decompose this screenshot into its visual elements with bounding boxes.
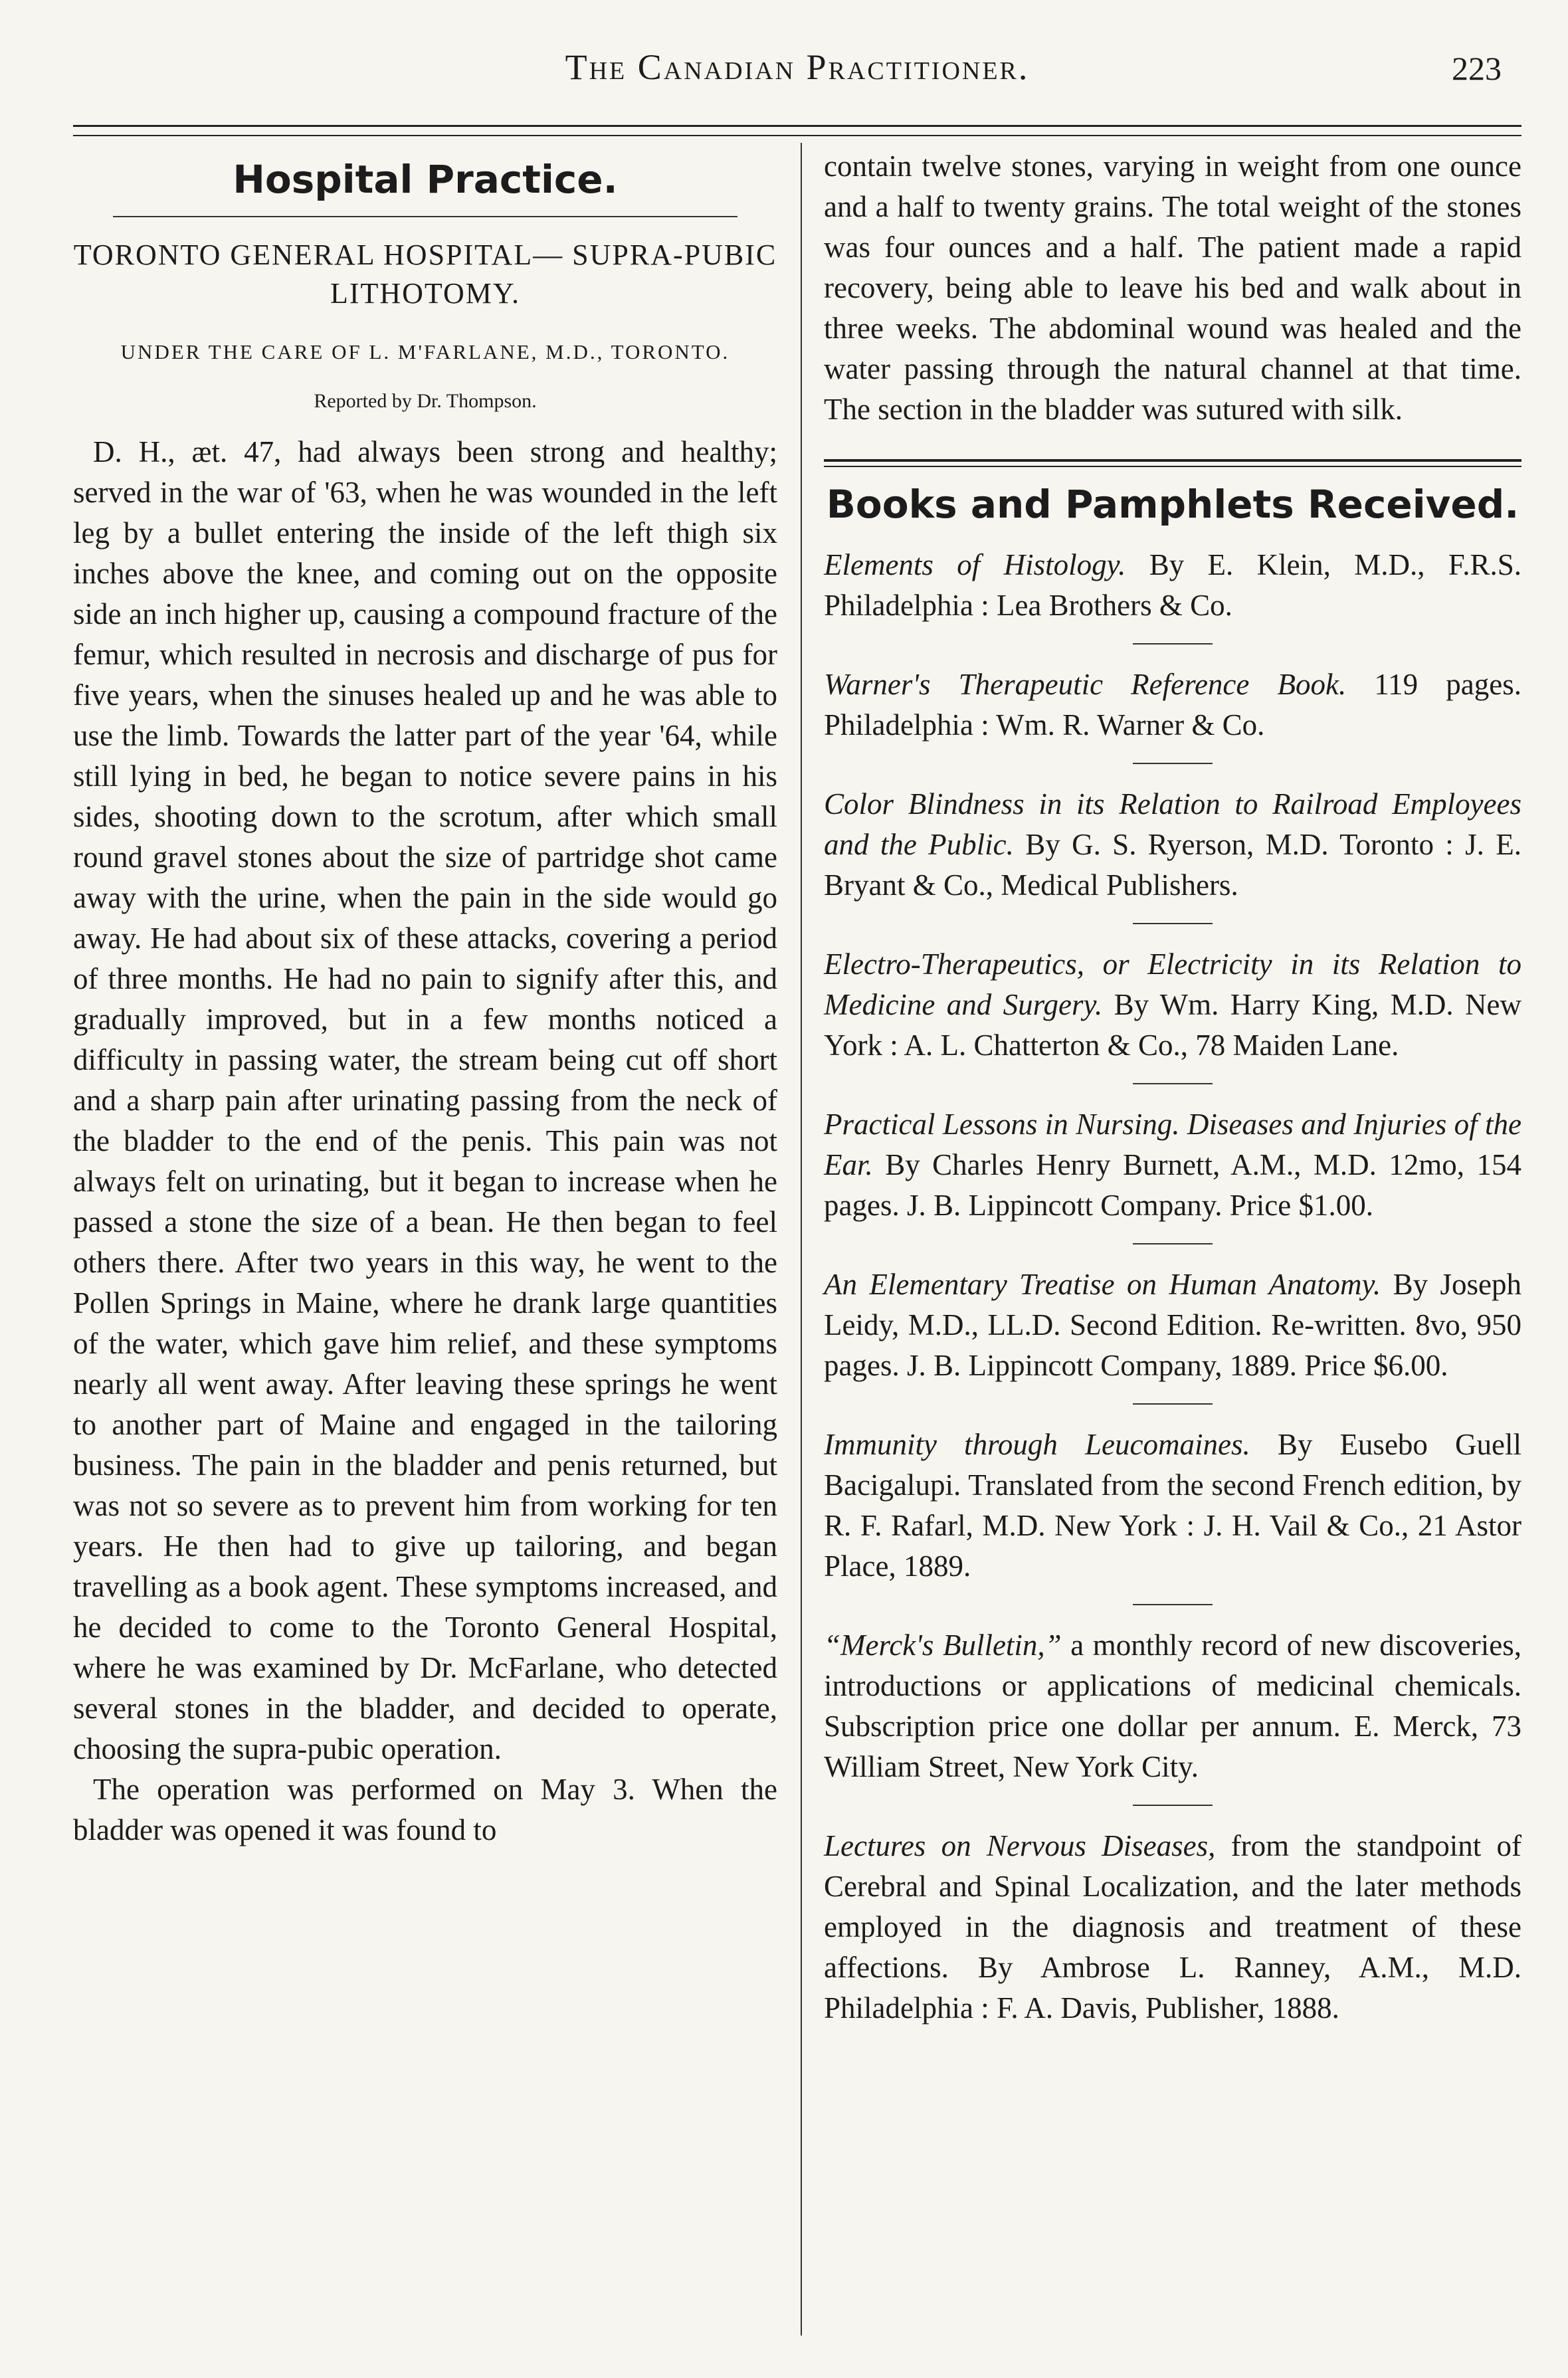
entry-separator: [1133, 763, 1213, 764]
entry-separator: [1133, 1805, 1213, 1806]
book-entry: [824, 545, 1521, 626]
book-entry: [824, 784, 1521, 906]
page-number: 223: [1452, 50, 1502, 87]
case-paragraph: D. H., æt. 47, had always been strong and healthy; served in the war of '63, when he was wounded in the left leg by a bullet entering the inside of the left thigh six inches above the knee, and coming out on the opposite side an inch higher up, causing a compound fracture of the femur, which resulted in necrosis and discharge of pus for five years, when the sinuses healed up and he was able to use the limb. Towards the latter part of the year '64, while still lying in bed, he began to notice severe pains in his sides, shooting down to the scrotum, after which small round gravel stones about the size of partridge shot came away with the urine, when the pain in the side would go away. He had about six of these attacks, covering a period of three months. He had no pain to signify after this, and gradually improved, but in a few months noticed a difficulty in passing water, the stream being cut off short and a sharp pain after urinating passing from the neck of the bladder to the end of the penis. This pain was not always felt on urinating, but it began to increase when he passed a stone the size of a bean. He then began to feel others there. After two years in this way, he went to the Pollen Springs in Maine, where he drank large quantities of the water, which gave him relief, and these symptoms nearly all went away. After leaving these springs he went to another part of Maine and engaged in the tailoring business. The pain in the bladder and penis returned, but was not so severe as to prevent him from working for ten years. He then had to give up tailoring, and began travelling as a book agent. These symptoms increased, and he decided to come to the Toronto General Hospital, where he was examined by Dr. McFarlane, who detected several stones in the bladder, and decided to operate, choosing the supra-pubic operation.: [73, 435, 777, 1765]
book-entry: [824, 1104, 1521, 1226]
entry-separator: [1133, 1604, 1213, 1605]
reporter-credit: Reported by Dr. Thompson.: [314, 390, 537, 412]
book-entry: [824, 664, 1521, 745]
book-details: By G. S. Ryerson, M.D. Toronto : J. E. Bryant & Co., Medical Publishers.: [824, 828, 1521, 902]
care-line: UNDER THE CARE OF L. M'FARLANE, M.D., TORONTO.: [120, 340, 730, 363]
book-details: By Charles Henry Burnett, A.M., M.D. 12mo, 154 pages. J. B. Lippincott Company. Price $1.00.: [824, 1148, 1521, 1222]
operation-paragraph: The operation was performed on May 3. When the bladder was opened it was found to: [73, 1773, 777, 1846]
book-details: 119 pages. Philadelphia : Wm. R. Warner & Co.: [824, 668, 1521, 742]
book-details: By E. Klein, M.D., F.R.S. Philadelphia : Lea Brothers & Co.: [824, 548, 1521, 622]
entry-separator: [1133, 643, 1213, 644]
book-details: By Joseph Leidy, M.D., LL.D. Second Edition. Re-written. 8vo, 950 pages. J. B. Lippincott Company, 1889. Price $6.00.: [824, 1268, 1522, 1382]
book-details: By Wm. Harry King, M.D. New York : A. L. Chatterton & Co., 78 Maiden Lane.: [824, 988, 1521, 1062]
book-title: Electro-Therapeutics, or Electricity in its Relation to Medicine and Surgery.: [824, 947, 1521, 1021]
book-details: a monthly record of new discoveries, introductions or applications of medicinal chemicals. Subscription price one dollar per annum. E. Merck, 73 William Street, New York City.: [824, 1629, 1521, 1783]
running-title: The Canadian Practitioner.: [565, 47, 1030, 87]
book-title: Lectures on Nervous Diseases,: [824, 1829, 1216, 1862]
book-entry: [824, 1826, 1521, 2029]
entry-separator: [1133, 1083, 1213, 1084]
book-details: By Eusebo Guell Bacigalupi. Translated from the second French edition, by R. F. Rafarl, M.D. New York : J. H. Vail & Co., 21 Astor Place, 1889.: [824, 1428, 1521, 1583]
entry-separator: [1133, 923, 1213, 924]
book-entry: [824, 944, 1521, 1066]
section-title-books-received: Books and Pamphlets Received.: [826, 482, 1519, 527]
book-entry: [824, 1264, 1521, 1386]
book-title: Immunity through Leucomaines.: [824, 1428, 1250, 1461]
column-divider: [801, 143, 802, 2335]
continuation-paragraph: contain twelve stones, varying in weight from one ounce and a half to twenty grains. The total weight of the stones was four ounces and a half. The patient made a rapid recovery, being able to leave his bed and walk about in three weeks. The abdominal wound was healed and the water passing through the natural channel at that time. The section in the bladder was sutured with silk.: [824, 149, 1521, 426]
report-title: TORONTO GENERAL HOSPITAL— SUPRA-PUBIC LITHOTOMY.: [73, 239, 777, 310]
book-title: Warner's Therapeutic Reference Book.: [824, 668, 1347, 701]
book-title: Elements of Histology.: [824, 548, 1126, 581]
books-rule: [824, 459, 1521, 467]
book-details: from the standpoint of Cerebral and Spinal Localization, and the later methods employed in the diagnosis and treatment of these affections. By Ambrose L. Ranney, A.M., M.D. Philadelphia : F. A. Davis, Publisher, 1888.: [824, 1829, 1521, 2025]
entry-separator: [1133, 1403, 1213, 1405]
left-column: [73, 146, 777, 1850]
book-title: “Merck's Bulletin,”: [824, 1629, 1062, 1662]
header-rule: [73, 125, 1521, 136]
book-entry: [824, 1425, 1521, 1587]
book-title: An Elementary Treatise on Human Anatomy.: [824, 1268, 1381, 1301]
section-title-hospital-practice: Hospital Practice.: [233, 157, 618, 202]
section-rule: [113, 216, 737, 217]
book-title: Practical Lessons in Nursing. Diseases and Injuries of the Ear.: [824, 1108, 1521, 1181]
book-entry: [824, 1625, 1521, 1787]
entry-separator: [1133, 1243, 1213, 1244]
page-header: [73, 47, 1521, 106]
book-title: Color Blindness in its Relation to Railroad Employees and the Public.: [824, 787, 1521, 861]
right-column: [824, 146, 1521, 2040]
